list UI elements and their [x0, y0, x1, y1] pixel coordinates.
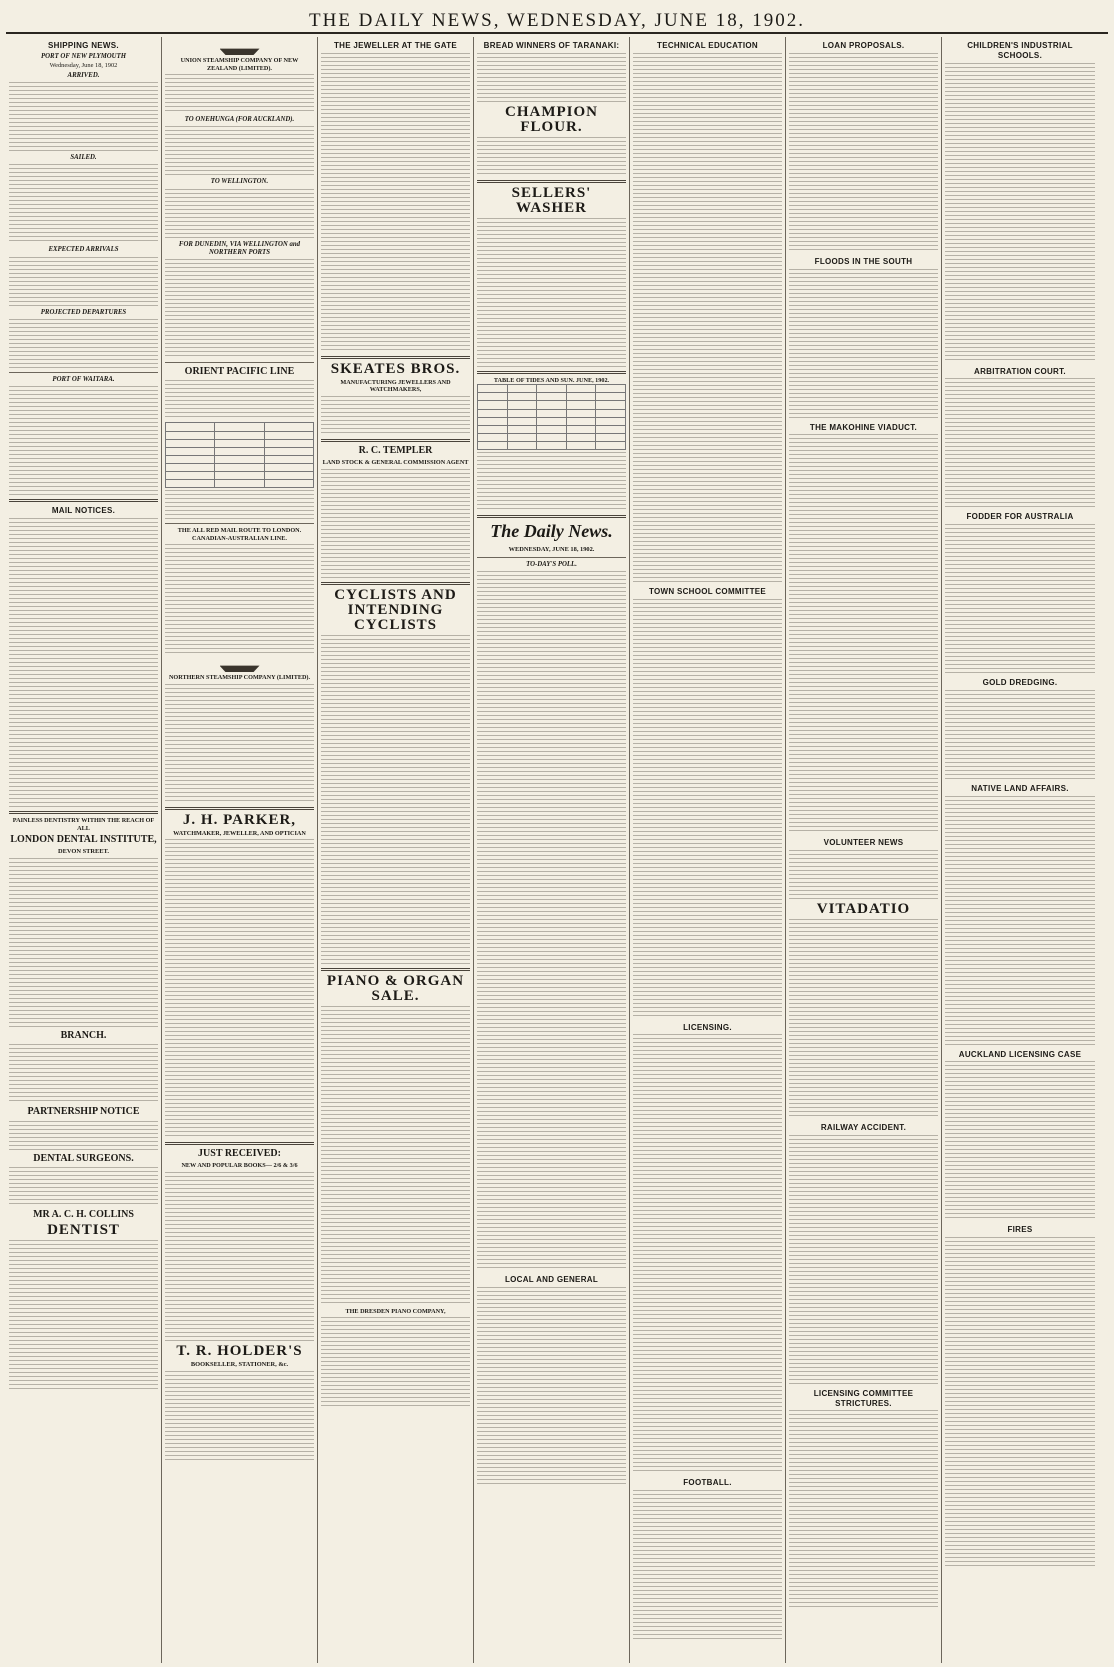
floods-heading: FLOODS IN THE SOUTH — [814, 256, 913, 266]
partnership-heading: PARTNERSHIP NOTICE — [27, 1106, 140, 1118]
projected-heading: PROJECTED DEPARTURES — [40, 308, 127, 316]
volunteer-text — [789, 850, 938, 900]
wellington-text — [165, 189, 314, 239]
ship-icon-2 — [220, 656, 260, 672]
orient-text — [165, 380, 314, 420]
dentist-title: DENTIST — [47, 1221, 120, 1238]
waitara-heading: PORT OF WAITARA. — [52, 375, 115, 383]
mail-heading: MAIL NOTICES. — [51, 506, 116, 516]
skeates-sub: MANUFACTURING JEWELLERS AND WATCHMAKERS, — [340, 378, 451, 394]
dunedin-heading: FOR DUNEDIN, VIA WELLINGTON and NORTHERN PORTS — [178, 240, 301, 256]
daily-news-title: The Daily News. — [490, 520, 613, 541]
makohine-text — [789, 434, 938, 834]
fires-text — [945, 1237, 1095, 1567]
piano-text — [321, 1006, 470, 1306]
collins-text — [9, 1240, 158, 1390]
masthead: THE DAILY NEWS, WEDNESDAY, JUNE 18, 1902. — [6, 4, 1108, 34]
arbitration-heading: ARBITRATION COURT. — [974, 366, 1066, 376]
bread-text — [477, 53, 626, 103]
tides-notes — [477, 452, 626, 512]
dresden-name: THE DRESDEN PIANO COMPANY, — [345, 1307, 446, 1315]
gate-heading: THE JEWELLER AT THE GATE — [333, 41, 458, 50]
partnership-text — [9, 1121, 158, 1151]
champion-heading: CHAMPION FLOUR. — [505, 103, 598, 135]
nsc-heading: NORTHERN STEAMSHIP COMPANY (LIMITED). — [168, 674, 311, 682]
expected-heading: EXPECTED ARRIVALS — [48, 246, 119, 254]
railway-text — [789, 1135, 938, 1385]
technical-text — [633, 53, 782, 583]
tides-heading: TABLE OF TIDES AND SUN. JUNE, 1902. — [493, 376, 610, 384]
wellington-heading: TO WELLINGTON. — [210, 178, 269, 186]
parker-sub: WATCHMAKER, JEWELLER, AND OPTICIAN — [173, 829, 306, 837]
local-text — [477, 1287, 626, 1487]
institute-text — [9, 858, 158, 1028]
town-text — [633, 599, 782, 1019]
dental-text — [9, 1167, 158, 1207]
received-heading: JUST RECEIVED: — [198, 1148, 281, 1160]
nsc-text — [165, 684, 314, 804]
templer-sub: LAND STOCK & GENERAL COMMISSION AGENT — [322, 459, 469, 467]
auckland-heading: AUCKLAND LICENSING CASE — [958, 1049, 1082, 1059]
auckland-text — [945, 1061, 1095, 1221]
champion-text — [477, 137, 626, 177]
parker-name: J. H. PARKER, — [182, 811, 297, 828]
cyclists-text — [321, 635, 470, 965]
branch-heading: BRANCH. — [60, 1030, 107, 1042]
mail-text — [9, 518, 158, 808]
native-text — [945, 796, 1095, 1046]
dentistry-heading: PAINLESS DENTISTRY WITHIN THE REACH OF ALL — [12, 817, 155, 832]
town-heading: TOWN SCHOOL COMMITTEE — [648, 586, 767, 596]
books-text — [165, 1172, 314, 1342]
templer-text — [321, 469, 470, 579]
column-4 — [474, 37, 630, 1663]
orient-footer — [165, 490, 314, 520]
native-heading: NATIVE LAND AFFAIRS. — [971, 783, 1069, 793]
licensing-text — [633, 1034, 782, 1474]
institute-street: DEVON STREET. — [58, 848, 109, 856]
cad-heading: THE ALL RED MAIL ROUTE TO LONDON. CANADIAN-AUSTRALIAN LINE. — [177, 526, 302, 542]
dunedin-text — [165, 259, 314, 359]
sellers-heading: SELLERS' WASHER — [511, 184, 592, 216]
sellers-text — [477, 218, 626, 368]
waitara-text — [9, 386, 158, 496]
poll-heading: TO-DAY'S POLL. — [526, 560, 577, 568]
usc-text — [165, 74, 314, 114]
licensing2-text — [789, 1410, 938, 1610]
vitadatio-heading: VITADATIO — [816, 901, 911, 917]
gold-heading: GOLD DREDGING. — [982, 678, 1058, 687]
railway-heading: RAILWAY ACCIDENT. — [820, 1123, 907, 1132]
vitadatio-text — [789, 919, 938, 1119]
sailed-text — [9, 164, 158, 244]
daily-news-date: WEDNESDAY, JUNE 18, 1902. — [508, 545, 595, 553]
expected-text — [9, 257, 158, 307]
holder-name: T. R. HOLDER'S — [176, 1342, 303, 1359]
technical-heading: TECHNICAL EDUCATION — [657, 41, 758, 50]
piano-heading: PIANO & ORGAN SALE. — [326, 972, 465, 1004]
licensing-heading: LICENSING. — [683, 1022, 732, 1032]
sailed-heading: SAILED. — [70, 154, 97, 162]
cyclists-heading: CYCLISTS AND INTENDING CYCLISTS — [334, 586, 457, 633]
arrived-text — [9, 82, 158, 152]
poll-text — [477, 571, 626, 1271]
football-heading: FOOTBALL. — [683, 1478, 732, 1488]
column-1 — [6, 37, 162, 1663]
dresden-text — [321, 1317, 470, 1407]
collins-name: MR A. C. H. COLLINS — [33, 1208, 134, 1220]
column-7 — [942, 37, 1098, 1663]
loan-text — [789, 53, 938, 253]
institute-title: LONDON DENTAL INSTITUTE, — [10, 834, 157, 846]
holder-sub: BOOKSELLER, STATIONER, &c. — [190, 1360, 289, 1368]
arbitration-text — [945, 378, 1095, 508]
column-6 — [786, 37, 942, 1663]
licensing2-heading: LICENSING COMMITTEE STRICTURES. — [813, 1388, 914, 1408]
football-text — [633, 1490, 782, 1640]
column-3 — [318, 37, 474, 1663]
port-heading: PORT OF NEW PLYMOUTH — [40, 52, 127, 60]
books-heading: NEW AND POPULAR BOOKS— 2/6 & 3/6 — [181, 1162, 298, 1170]
loan-heading: LOAN PROPOSALS. — [822, 41, 905, 50]
parker-text — [165, 839, 314, 1139]
fires-heading: FIRES — [1007, 1225, 1033, 1235]
bread-heading: BREAD WINNERS OF TARANAKI: — [483, 41, 620, 50]
templer-name: R. C. TEMPLER — [358, 444, 433, 456]
column-5 — [630, 37, 786, 1663]
column-2 — [162, 37, 318, 1663]
orient-heading: ORIENT PACIFIC LINE — [184, 366, 295, 378]
makohine-heading: THE MAKOHINE VIADUCT. — [809, 422, 918, 432]
usc-heading: UNION STEAMSHIP COMPANY OF NEW ZEALAND (LIMITED). — [180, 57, 299, 72]
projected-text — [9, 319, 158, 369]
tides-table — [477, 384, 626, 450]
gold-text — [945, 690, 1095, 780]
ship-icon — [220, 39, 260, 55]
children-text — [945, 63, 1095, 363]
branch-text — [9, 1044, 158, 1104]
fodder-text — [945, 524, 1095, 674]
onehunga-text — [165, 126, 314, 176]
arrived-heading: ARRIVED. — [67, 71, 100, 79]
holder-text — [165, 1371, 314, 1461]
cad-text — [165, 544, 314, 654]
columns — [6, 37, 1108, 1663]
skeates-name: SKEATES BROS. — [330, 360, 461, 377]
shipping-heading: SHIPPING NEWS. — [48, 41, 119, 50]
onehunga-heading: TO ONEHUNGA (FOR AUCKLAND). — [184, 116, 295, 124]
port-date: Wednesday, June 18, 1902 — [49, 62, 118, 70]
skeates-text — [321, 396, 470, 436]
gate-text — [321, 53, 470, 353]
children-heading: CHILDREN'S INDUSTRIAL SCHOOLS. — [967, 41, 1073, 60]
fodder-heading: FODDER FOR AUSTRALIA — [966, 512, 1074, 522]
local-heading: LOCAL AND GENERAL — [504, 1274, 599, 1284]
volunteer-heading: VOLUNTEER NEWS — [823, 838, 904, 848]
floods-text — [789, 269, 938, 419]
dental-heading: DENTAL SURGEONS. — [33, 1152, 134, 1164]
sailing-table — [165, 422, 314, 488]
